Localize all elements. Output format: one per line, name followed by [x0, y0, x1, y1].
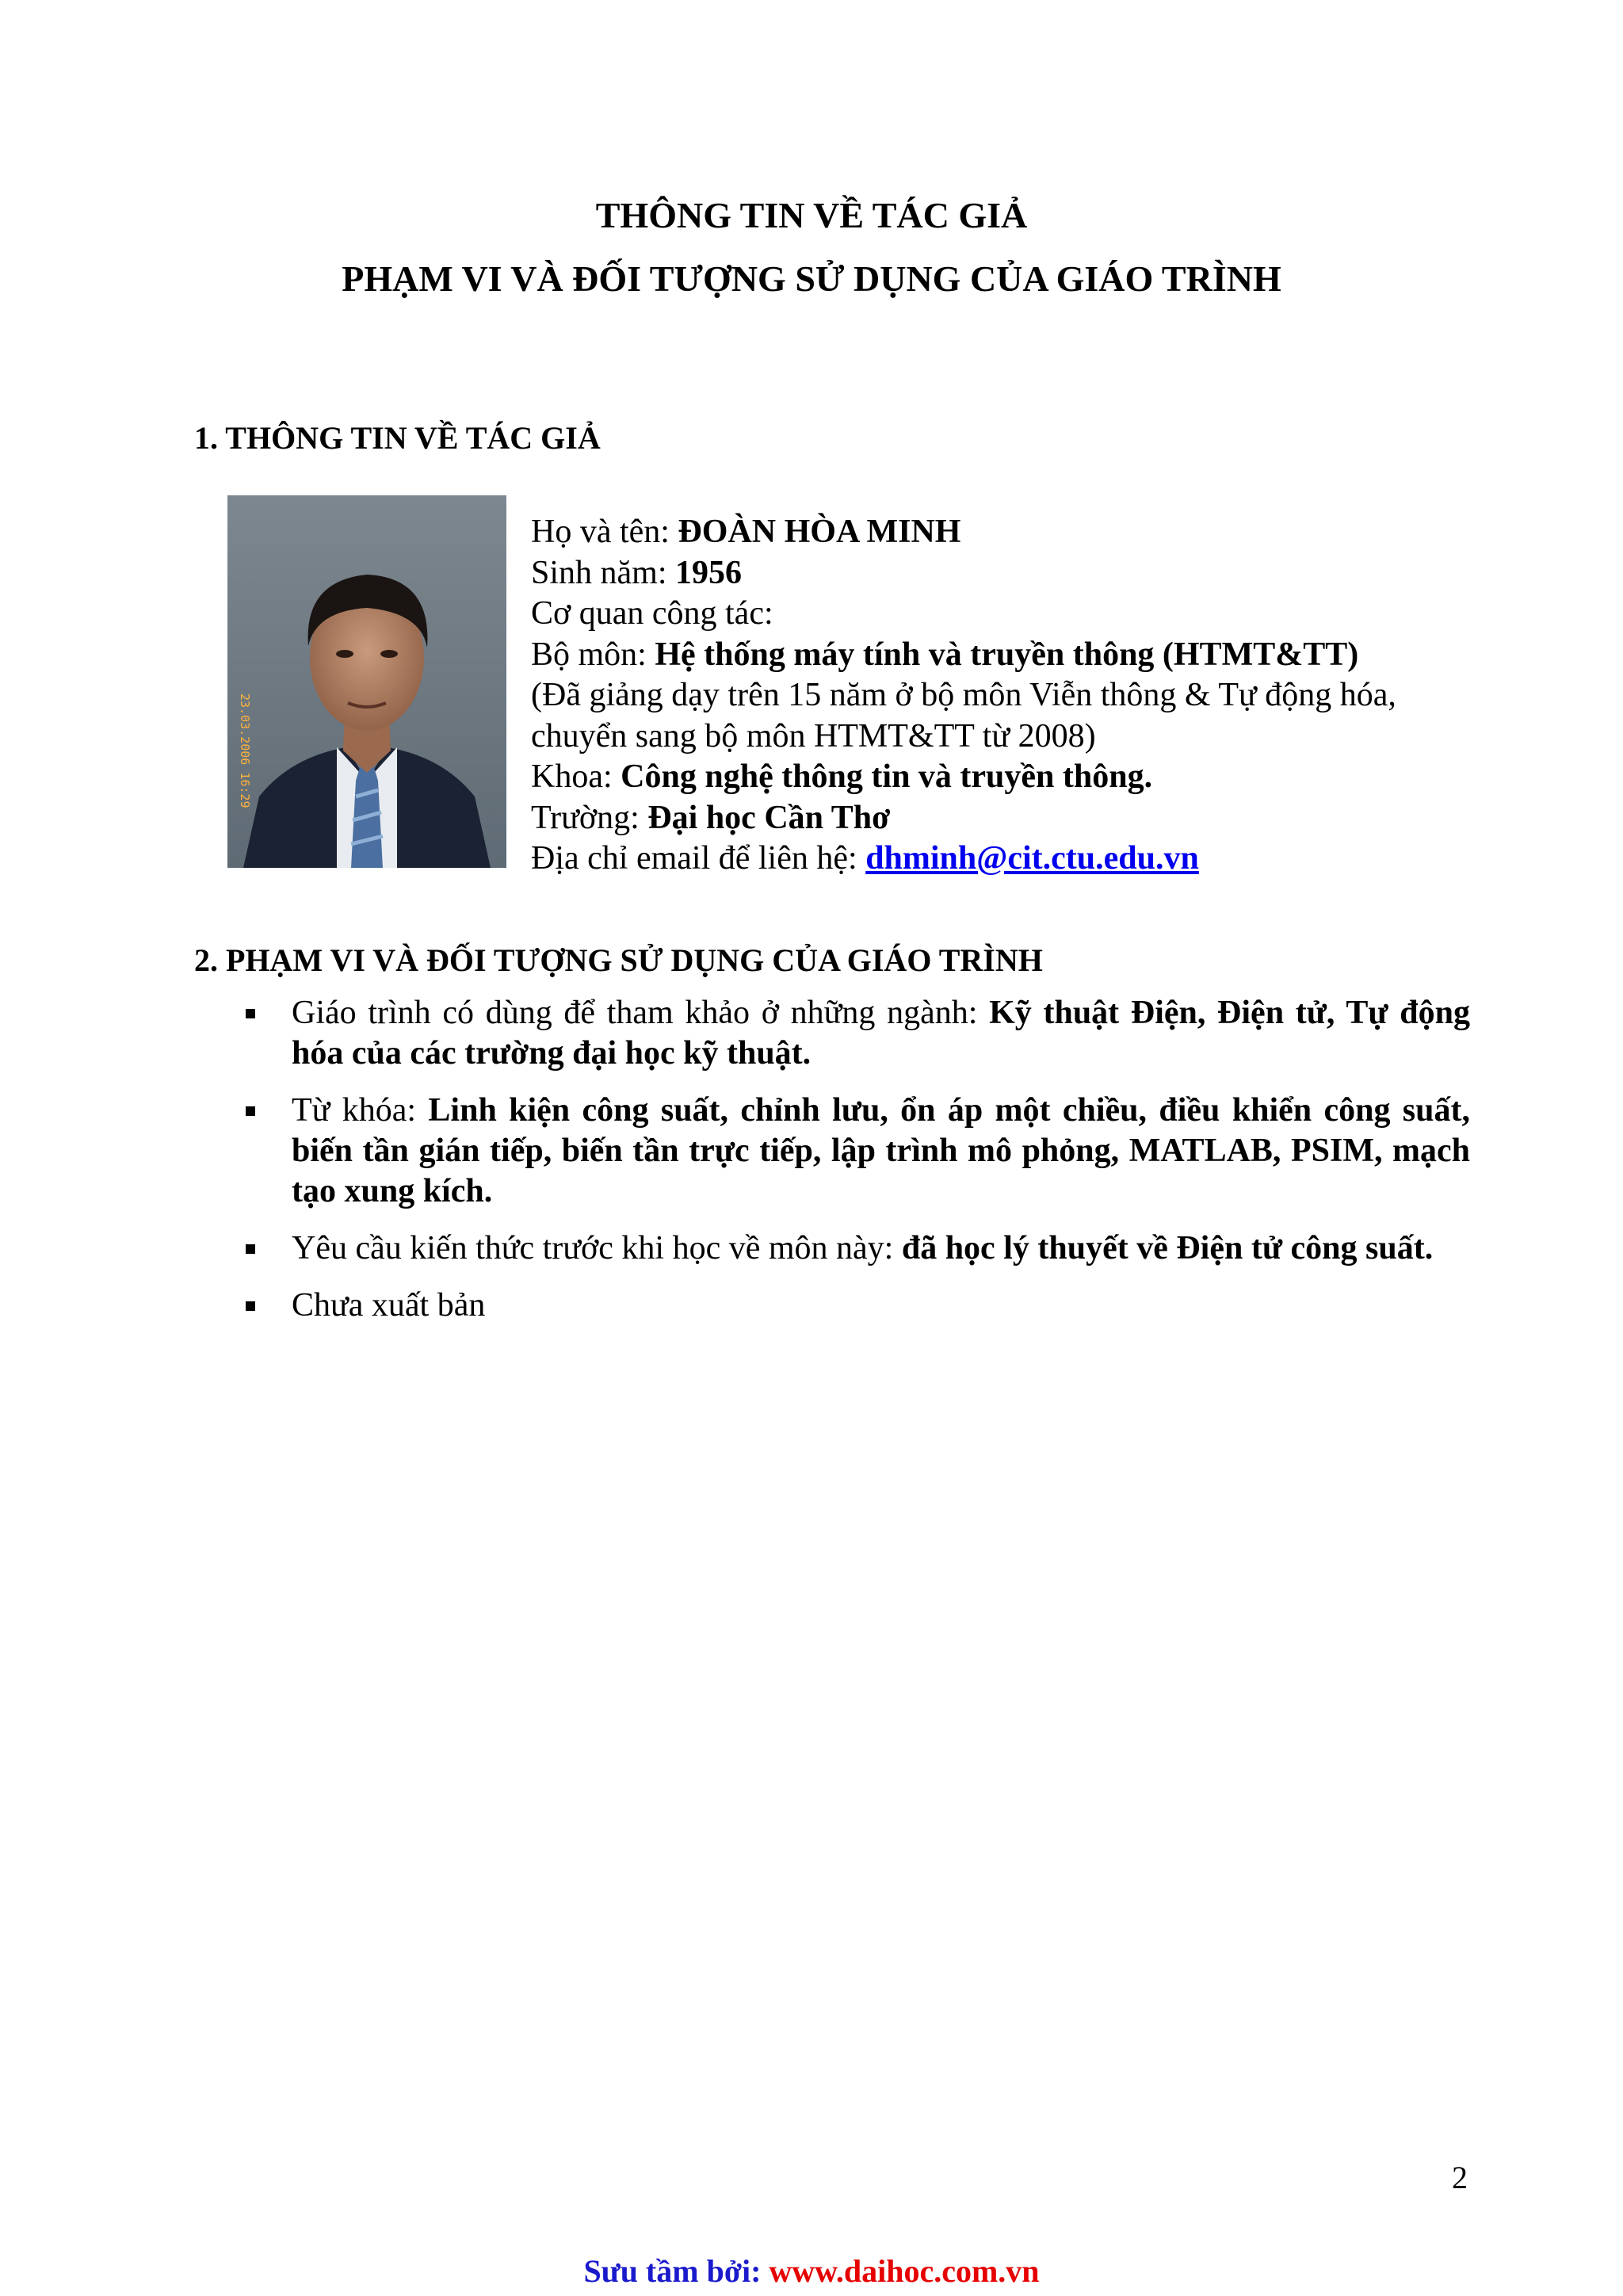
author-photo [227, 495, 506, 868]
birth-label: Sinh năm: [531, 554, 676, 591]
bullet-square-icon [246, 1244, 255, 1254]
school-label: Trường: [531, 799, 648, 836]
page-number: 2 [1452, 2160, 1468, 2195]
footer-label: Sưu tầm bởi: [583, 2253, 769, 2289]
list-item-bold-text: đã học lý thuyết về Điện tử công suất. [901, 1230, 1434, 1266]
list-item-text: Yêu cầu kiến thức trước khi học về môn này: [292, 1230, 902, 1266]
email-row [531, 839, 1482, 880]
name-label: Họ và tên: [531, 514, 678, 550]
author-name: ĐOÀN HÒA MINH [678, 514, 961, 550]
section-2-heading: 2. PHẠM VI VÀ ĐỐI TƯỢNG SỬ DỤNG CỦA GIÁO TRÌNH [194, 942, 1043, 978]
footer-site-link[interactable]: www.daihoc.com.vn [769, 2253, 1040, 2289]
school-name: Đại học Cần Thơ [647, 799, 891, 836]
email-link[interactable]: dhminh@cit.ctu.edu.vn [865, 840, 1199, 877]
list-item-text: Chưa xuất bản [292, 1287, 486, 1324]
bullet-square-icon [246, 1106, 255, 1116]
list-item [238, 1091, 1470, 1212]
list-item [238, 1286, 1470, 1326]
list-item [238, 993, 1470, 1074]
department-label: Bộ môn: [531, 636, 655, 673]
list-item-bold-text: Linh kiện công suất, chỉnh lưu, ổn áp một chiều, điều khiển công suất, biến tần gián tiếp, biến tần trực tiếp, lập trình mô phỏng, MATLAB, PSIM, mạch tạo xung kích. [292, 1092, 1470, 1209]
footer-credit [0, 2252, 1623, 2290]
author-name-row [531, 512, 1482, 553]
birth-year-row [531, 553, 1482, 594]
department-row [531, 635, 1482, 676]
usage-scope-list [238, 993, 1470, 1343]
list-item-text: Giáo trình có dùng để tham khảo ở những ngành: [292, 995, 990, 1031]
list-item [238, 1228, 1470, 1269]
faculty-row [531, 757, 1482, 798]
document-subtitle: PHẠM VI VÀ ĐỐI TƯỢNG SỬ DỤNG CỦA GIÁO TRÌNH [342, 258, 1281, 299]
faculty-label: Khoa: [531, 758, 621, 795]
school-row [531, 798, 1482, 839]
birth-year: 1956 [675, 554, 743, 591]
bullet-square-icon [246, 1301, 255, 1311]
email-label: Địa chỉ email để liên hệ: [531, 840, 866, 877]
teaching-note-line-1: (Đã giảng dạy trên 15 năm ở bộ môn Viễn thông & Tự động hóa, [531, 677, 1396, 713]
workplace-row [531, 594, 1482, 635]
photo-date-stamp: 23.03.2006 16:29 [238, 693, 252, 808]
workplace-label: Cơ quan công tác: [531, 595, 773, 632]
list-item-bold-text: Kỹ thuật Điện, Điện tử, Tự động hóa của các trường đại học kỹ thuật. [292, 995, 1470, 1072]
author-info [531, 512, 1482, 880]
document-title: THÔNG TIN VỀ TÁC GIẢ [595, 195, 1028, 235]
section-1-heading: 1. THÔNG TIN VỀ TÁC GIẢ [194, 420, 601, 456]
bullet-square-icon [246, 1009, 255, 1018]
list-item-text: Từ khóa: [292, 1092, 429, 1129]
faculty-name: Công nghệ thông tin và truyền thông. [621, 758, 1153, 795]
teaching-note-line-2: chuyển sang bộ môn HTMT&TT từ 2008) [531, 717, 1096, 755]
department-name: Hệ thống máy tính và truyền thông (HTMT&TT) [655, 636, 1359, 673]
